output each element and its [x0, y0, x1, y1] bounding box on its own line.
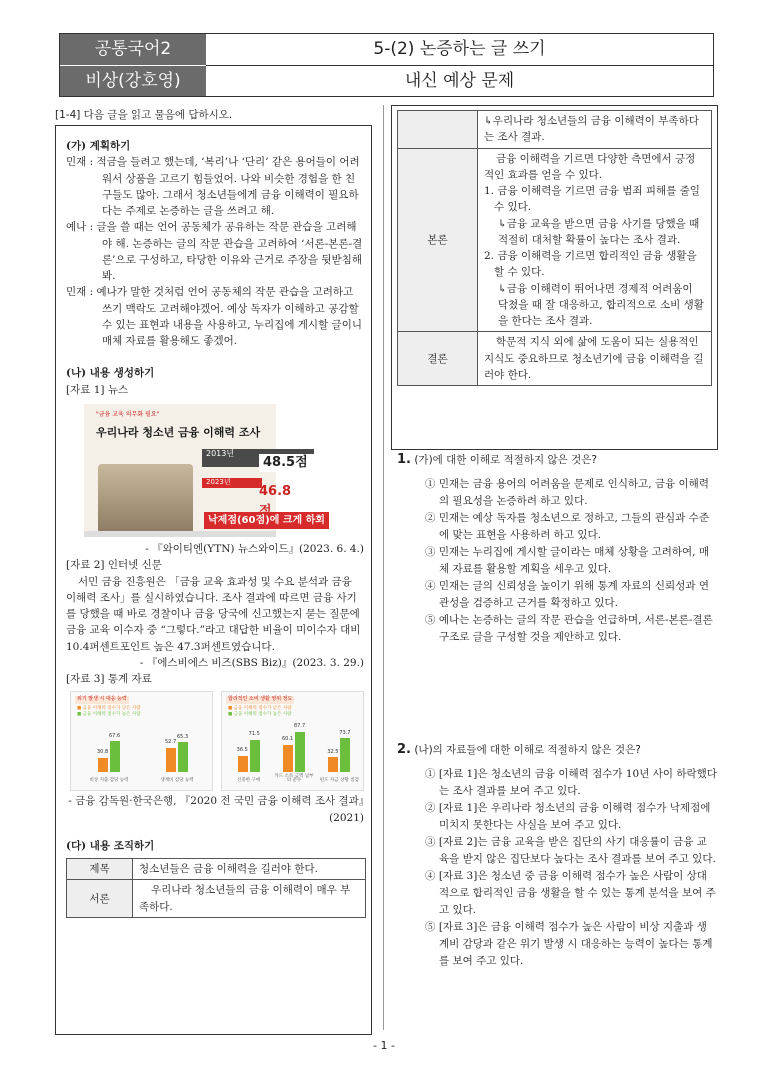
section-na-label: (나): [66, 367, 87, 380]
answer-option[interactable]: ② [자료 1]은 우리나라 청소년의 금융 이해력 점수가 낙제점에 미치지 못한다는 사실을 보여 주고 있다.: [425, 802, 711, 832]
row-body: ↳우리나라 청소년들의 금융 이해력이 부족하다는 조사 결과.: [478, 111, 712, 149]
unit-title: 5-(2) 논증하는 글 쓰기: [206, 34, 713, 66]
bar-value: 32.5: [327, 748, 339, 755]
legend-entry: ■ 금융 이해력 점수가 높은 사람: [77, 712, 141, 718]
dialogue-line: [66, 154, 364, 219]
speaker: 예나 :: [66, 221, 97, 234]
category-label: 비상 지출 감당 능력: [89, 778, 129, 784]
chart-legend: [77, 706, 141, 718]
answer-option[interactable]: ② 민재는 예상 독자를 청소년으로 정하고, 그들의 관심과 수준에 맞는 표현을 사용하려 하고 있다.: [425, 512, 709, 542]
row-head: [398, 111, 478, 149]
question-2: [397, 740, 717, 970]
bar-value: 87.7: [294, 723, 306, 730]
row-body: 우리나라 청소년들의 금융 이해력이 매우 부족하다.: [133, 880, 366, 918]
stat-charts: [70, 691, 364, 791]
question-number: 2.: [397, 742, 411, 757]
column-divider: [383, 105, 384, 1030]
news-tag: "금융 교육 의무화 필요": [96, 410, 160, 418]
table-row: [67, 880, 366, 918]
legend-entry: ■ 금융 이해력 점수가 낮은 사람: [77, 706, 141, 712]
section-na-title: [66, 365, 364, 381]
answer-option[interactable]: ⑤ [자료 3]은 금융 이해력 점수가 높은 사람이 비상 지출과 생계비 감당과 같은 위기 발생 시 대응하는 능력이 높다는 통계를 보여 주고 있다.: [425, 921, 713, 968]
chart-bar: [178, 742, 188, 772]
resource2-text: 서민 금융 진흥원은 「금융 교육 효과성 및 수요 분석과 금융 이해력 조사」를 실시하였습니다. 조사 결과에 따르면 금융 사기를 당했을 때 바로 경찰이나 금융 당국에 신고했는지 묻는 질문에 금융 교육 이수자 중 “그렇다.”라고 대답한 비율이 미이수자 대비 10.4퍼센트포인트 높은 47.3퍼센트였습니다.: [66, 575, 361, 653]
chart-bar: [328, 757, 338, 772]
page-header: [59, 33, 714, 97]
passage-box: [55, 125, 372, 1035]
question-number: 1.: [397, 452, 411, 467]
chart-bar: [238, 756, 248, 773]
chart-bar: [340, 738, 350, 772]
legend-entry: ■ 금융 이해력 점수가 낮은 사람: [228, 706, 292, 712]
answer-option[interactable]: ③ 민재는 누리집에 게시할 글이라는 매체 상황을 고려하여, 매체 자료를 활용할 계획을 세우고 있다.: [425, 546, 709, 576]
outline-table-left: [66, 858, 366, 918]
table-row: [398, 148, 712, 332]
bar-value: 65.3: [177, 733, 189, 740]
body-point: 2. 금융 이해력을 기르면 합리적인 금융 생활을 할 수 있다.: [484, 250, 697, 279]
resource1-label: [자료 1] 뉴스: [66, 383, 129, 396]
table-row: [398, 332, 712, 386]
row-body: 청소년들은 금융 이해력을 길러야 한다.: [133, 859, 366, 880]
news-bottom-strip: [84, 531, 276, 537]
answer-option[interactable]: ④ 민재는 글의 신뢰성을 높이기 위해 통계 자료의 신뢰성과 연관성을 검증하고 근거를 확정하고 있다.: [425, 580, 709, 610]
body-evidence: ↳금융 교육을 받으면 금융 사기를 당했을 때 적절히 대처할 확률이 높다는 조사 결과.: [498, 217, 700, 246]
bar-value: 73.7: [339, 729, 351, 736]
news-score-2023: 46.8: [259, 483, 292, 499]
answer-option[interactable]: ④ [자료 3]은 청소년 중 금융 이해력 점수가 높은 사람이 상대적으로 합리적인 금융 생활을 할 수 있는 통계 분석을 보여 주고 있다.: [425, 870, 716, 917]
question-stem: (가)에 대한 이해로 적절하지 않은 것은?: [414, 454, 597, 466]
chart-bar: [110, 741, 120, 772]
section-ga-label: (가): [66, 140, 87, 152]
resource2-source: - 『에스비에스 비즈(SBS Biz)』(2023. 3. 29.): [139, 656, 364, 669]
answer-option[interactable]: ⑤ 예나는 논증하는 글의 작문 관습을 언급하며, 서론-본론-결론 구조로 글을 구성할 것을 제안하고 있다.: [425, 614, 713, 644]
news-title: 우리나라 청소년 금융 이해력 조사: [96, 425, 261, 439]
news-score-2013: 48.5점: [259, 454, 319, 472]
table-row: [67, 859, 366, 880]
dialogue-line: [66, 219, 364, 284]
chart-bar: [283, 745, 293, 773]
news-headline: 낙제점(60점)에 크게 하회: [204, 512, 329, 530]
chart-bar: [98, 758, 108, 772]
header-right: [206, 34, 713, 96]
table-row: [398, 111, 712, 149]
category-label: 펀드 자금 상황 점검: [319, 778, 359, 784]
bar-value: 71.5: [248, 730, 260, 737]
chart-head: 위기 발생 시 대응 능력: [77, 696, 127, 703]
header-left: [60, 34, 206, 96]
row-head: 제목: [67, 859, 133, 880]
bar-value: 30.8: [97, 749, 109, 756]
question-1: [397, 450, 717, 646]
outline-table-right: [397, 110, 712, 386]
question-stem: (나)의 자료들에 대한 이해로 적절하지 않은 것은?: [414, 744, 641, 756]
options: [397, 476, 717, 646]
section-na-name: 내용 생성하기: [89, 367, 155, 380]
options: [397, 766, 717, 970]
resource2-label: [자료 2] 인터넷 신문: [66, 559, 162, 572]
chart-bar: [295, 732, 305, 772]
dialogue-line: [66, 284, 364, 349]
utterance: 예나가 말한 것처럼 언어 공동체의 작문 관습을 고려하고 쓰기 맥락도 고려해야겠어. 예상 독자가 이해하고 공감할 수 있는 표현과 내용을 사용하고, 누리집에 게시할 글이니 매체 자료를 활용해도 좋겠어.: [96, 286, 362, 348]
section-ga-name: 계획하기: [89, 140, 131, 152]
answer-option[interactable]: ③ [자료 2]는 금융 교육을 받은 집단의 사기 대응률이 금융 교육을 받지 않은 집단보다 높다는 조사 결과를 보여 주고 있다.: [425, 836, 716, 866]
chart-legend: [228, 706, 292, 718]
row-head: 결론: [398, 332, 478, 386]
row-body: [478, 148, 712, 332]
category-label: 신중한 구매: [237, 778, 261, 784]
utterance: 글을 쓸 때는 언어 공동체가 공유하는 작문 관습을 고려해야 해. 논증하는 글의 작문 관습을 고려하여 ‘서론-본론-결론’으로 구성하고, 타당한 이유와 근거로 주장을 뒷받침해 봐.: [96, 221, 363, 283]
row-head: 본론: [398, 148, 478, 332]
category-label: 생계비 감당 능력: [160, 778, 194, 784]
exam-type: 내신 예상 문제: [404, 70, 515, 91]
body-evidence: ↳금융 이해력이 뛰어나면 경제적 어려움이 닥쳤을 때 잘 대응하고, 합리적으로 소비 생활을 한다는 조사 결과.: [498, 282, 704, 328]
page-number: - 1 -: [373, 1039, 395, 1052]
stat-chart: [70, 691, 213, 791]
section-da-name: 내용 조직하기: [89, 839, 155, 852]
utterance: 적금을 들려고 했는데, ‘복리’나 ‘단리’ 같은 용어들이 어려워서 상품을 고르기 힘들었어. 나와 비슷한 경험을 한 친구들도 많아. 그래서 청소년들에게 금융 이해력이 필요하다는 주제로 논증하는 글을 쓰려고 해.: [96, 156, 360, 218]
category-label: 카드 소득 금액 납부의 준수: [274, 773, 314, 784]
dialogue: [66, 154, 364, 349]
chart-bar: [250, 740, 260, 773]
answer-option[interactable]: ① [자료 1]은 청소년의 금융 이해력 점수가 10년 사이 하락했다는 조사 결과를 보여 주고 있다.: [425, 768, 717, 798]
row-body: 학문적 지식 외에 삶에 도움이 되는 실용적인 지식도 중요하므로 청소년기에 금융 이해력을 길러야 한다.: [478, 332, 712, 386]
bar-value: 52.7: [165, 739, 177, 746]
chart-head: 합리적인 소비 생활 영위 정도: [228, 696, 293, 703]
legend-entry: ■ 금융 이해력 점수가 높은 사람: [228, 712, 292, 718]
resource3-source: - 금융 감독원·한국은행, 『2020 전 국민 금융 이해력 조사 결과』(2021): [68, 795, 364, 824]
row-head: 서론: [67, 880, 133, 918]
bar-value: 67.6: [109, 732, 121, 739]
news-photo: [98, 464, 193, 534]
news-image: [84, 404, 325, 537]
speaker: 민재 :: [66, 286, 97, 299]
chart-bar: [166, 748, 176, 772]
bar-value: 60.1: [282, 735, 294, 742]
bar-value: 36.5: [236, 746, 248, 753]
section-da-label: (다): [66, 839, 87, 852]
resource1-source: - 『와이티엔(YTN) 뉴스와이드』(2023. 6. 4.): [145, 542, 364, 555]
resource3-label: [자료 3] 통계 자료: [66, 673, 152, 686]
section-ga-title: [66, 138, 364, 154]
body-point: 1. 금융 이해력을 기르면 금융 범죄 피해를 줄일 수 있다.: [484, 185, 700, 214]
body-intro: 금융 이해력을 기르면 다양한 측면에서 긍정적인 효과를 얻을 수 있다.: [484, 152, 696, 181]
answer-option[interactable]: ① 민재는 금융 용어의 어려움을 문제로 인식하고, 금융 이해력의 필요성을 논증하려 하고 있다.: [425, 478, 709, 508]
subject-label: 공통국어2: [60, 34, 206, 66]
news-year-2023: 2023년: [206, 477, 231, 486]
section-da-title: [66, 838, 364, 854]
instruction: [1-4] 다음 글을 읽고 물음에 답하시오.: [55, 109, 233, 121]
publisher-label: 비상(강호영): [85, 70, 181, 91]
stat-chart: [221, 691, 364, 791]
speaker: 민재 :: [66, 156, 97, 169]
news-year-2013: 2013년: [206, 448, 235, 458]
